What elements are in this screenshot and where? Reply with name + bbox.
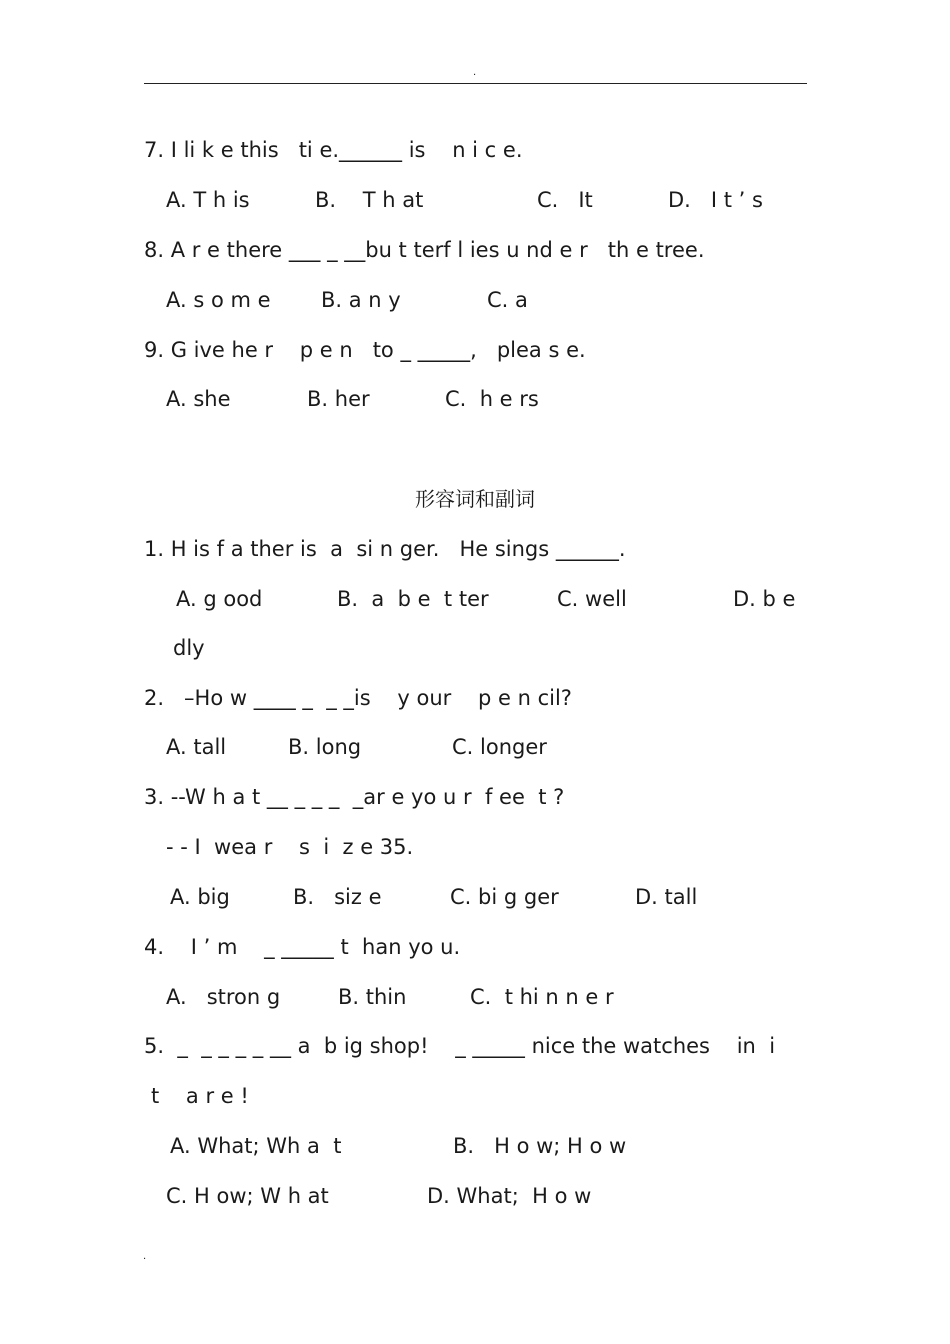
- question-3-stem: 3. --W h a t __ _ _ _ _ar e yo u r f ee t ?: [144, 785, 565, 809]
- q9-option-b: B. her: [307, 387, 370, 411]
- q3-option-a: A. big: [170, 885, 230, 909]
- q4-option-b: B. thin: [338, 985, 407, 1009]
- question-4-stem: 4. I ’ m _ _____ t han yo u.: [144, 935, 461, 959]
- q7-option-b: B. T h at: [315, 188, 424, 212]
- q8-option-c: C. a: [487, 288, 528, 312]
- q7-option-a: A. T h is: [166, 188, 250, 212]
- q1-option-a: A. g ood: [176, 587, 263, 611]
- q5-option-a: A. What; Wh a t: [170, 1134, 342, 1158]
- q7-option-d: D. I t ’ s: [668, 188, 763, 212]
- question-5-stem: 5. _ _ _ _ _ __ a b ig shop! _ _____ nice the watches in i: [144, 1034, 776, 1058]
- q2-option-b: B. long: [288, 735, 362, 759]
- q5-option-b: B. H o w; H o w: [453, 1134, 627, 1158]
- q3-option-b: B. siz e: [293, 885, 382, 909]
- q8-option-b: B. a n y: [321, 288, 401, 312]
- question-1-stem: 1. H is f a ther is a si n ger. He sings ______.: [144, 537, 626, 561]
- q1-option-d-continuation: dly: [173, 636, 205, 660]
- question-2-stem: 2. –Ho w ____ _ _ _is y our p e n cil?: [144, 686, 572, 710]
- q3-option-d: D. tall: [635, 885, 698, 909]
- q8-option-a: A. s o m e: [166, 288, 271, 312]
- header-rule: [144, 83, 807, 84]
- q5-option-c: C. H ow; W h at: [166, 1184, 329, 1208]
- q1-option-c: C. well: [557, 587, 627, 611]
- q1-option-b: B. a b e t ter: [337, 587, 489, 611]
- q9-option-a: A. she: [166, 387, 231, 411]
- q2-option-c: C. longer: [452, 735, 547, 759]
- q7-option-c: C. It: [537, 188, 593, 212]
- question-9-stem: 9. G ive he r p e n to _ _____, plea s e.: [144, 338, 586, 362]
- q5-option-d: D. What; H o w: [427, 1184, 592, 1208]
- section-title: 形容词和副词: [415, 487, 535, 511]
- q2-option-a: A. tall: [166, 735, 227, 759]
- q4-option-a: A. stron g: [166, 985, 281, 1009]
- question-5-continuation: t a r e !: [151, 1084, 249, 1108]
- header-marker: .: [473, 67, 477, 78]
- q9-option-c: C. h e rs: [445, 387, 539, 411]
- question-7-stem: 7. I li k e this ti e.______ is n i c e.: [144, 138, 523, 162]
- q1-option-d: D. b e: [733, 587, 796, 611]
- question-8-stem: 8. A r e there ___ _ __bu t terf l ies u nd e r th e tree.: [144, 238, 705, 262]
- q3-option-c: C. bi g ger: [450, 885, 559, 909]
- q4-option-c: C. t hi n n e r: [470, 985, 614, 1009]
- footer-marker: .: [143, 1251, 147, 1262]
- question-3-reply: - - I wea r s i z e 35.: [166, 835, 414, 859]
